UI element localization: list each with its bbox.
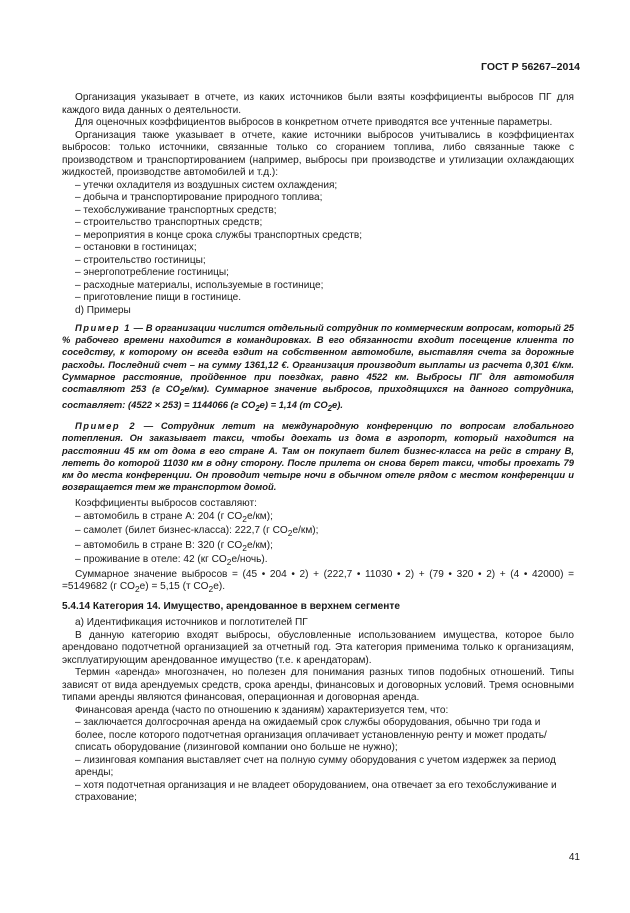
list-item: – заключается долгосрочная аренда на ожидаемый срок службы оборудования, обычно три года и более, после которого подотчетная организация оплачивает установленную ренту и может продать/списать оборудование (лизинговой компании оно больше не нужно); xyxy=(75,717,547,754)
example-2: Пример 2 — Сотрудник летит на международную конференцию по вопросам глобального потепления. Он заказывает такси, чтобы доехать из дома в аэропорт, который находится на расстоянии 45 км от дома в его стране А. Там он покупает билет бизнес-класса на рейс в страну В, лететь до которой 11030 км в одну сторону. После прилета он снова берет такси, чтобы проехать 79 км до места конференции. Он проводит четыре ночи в обычном отеле рядом с местом конференции и возвращается тем же транспортом домой. xyxy=(62,420,575,493)
list-item: – расходные материалы, используемые в гостинице; xyxy=(75,279,324,291)
list-item: – техобслуживание транспортных средств; xyxy=(75,204,277,216)
list-item: – самолет (билет бизнес-класса): 222,7 (г $CO_2е/км$); xyxy=(75,525,319,539)
paragraph: Организация указывает в отчете, из каких источников были взяты коэффициенты выбросов ПГ для каждого вида данных о деятельности. xyxy=(62,92,574,116)
paragraph: Для оценочных коэффициентов выбросов в конкретном отчете приводятся все учтенные параметры. xyxy=(75,117,553,128)
example-1: Пример 1 — В организации числится отдельный сотрудник по коммерческим вопросам, который 25 % рабочего времени находится в командировках. В его обязанности входит посещение клиента по соседству, к которому он всегда ездит на собственном автомобиле, выставляя счета за дорожные расходы. Последний счет – на сумму 1361,12 €. Организация производит выплаты из расчета 0,301 €/км. Суммарное расстояние, пройденное при поездках, равно 4522 км. Выбросы ПГ для автомобиля составляют 253 (г $CO_2е/км$). Суммарное значение выбросов, приходящихся на данного сотрудника, составляет: (4522 × 253) = 1144066 (г $CO_2е) = 1,14$ (т $CO_2е$). xyxy=(62,322,574,413)
coef-list xyxy=(62,511,574,569)
list-item: – добыча и транспортирование природного топлива; xyxy=(75,192,323,203)
example-label: Пример 2 xyxy=(75,420,137,432)
example-label: Пример 1 xyxy=(75,322,131,333)
list-item: – утечки охладителя из воздушных систем охлаждения; xyxy=(75,179,338,191)
list-item: – проживание в отеле: 42 (кг $CO_2е/ночь$). xyxy=(75,554,268,568)
list-item: – остановки в гостиницах; xyxy=(75,242,197,253)
list-item: – лизинговая компания выставляет счет на полную сумму оборудования с учетом издержек за период аренды; xyxy=(75,754,556,779)
list-item: – строительство транспортных средств; xyxy=(75,217,263,228)
lease-list xyxy=(62,717,574,805)
list-item: – приготовление пищи в гостинице. xyxy=(75,292,242,303)
paragraph: Организация также указывает в отчете, какие источники выбросов учитывались в коэффициентах выбросов: только источники, связанные только со сгоранием топлива, либо связанные также с производством и транспортированием (например, выбросы при производстве и утилизации охлаждающих жидкостей, производстве автомобилей и т.д.): xyxy=(62,129,574,178)
list-item: – автомобиль в стране В: 320 (г $CO_2е/км$); xyxy=(75,539,273,553)
paragraph: В данную категорию входят выбросы, обусловленные использованием имущества, которое было арендовано подотчетной организацией за отчетный год. Эта категория применима только к организациям, эксплуатирующим арендованное имущество (т.е. к арендаторам). xyxy=(62,629,574,666)
list-item: – хотя подотчетная организация и не владеет оборудованием, она отвечает за его техобслуживание и страхование; xyxy=(75,779,557,804)
list-item: – энергопотребление гостиницы; xyxy=(75,267,229,278)
sum-formula: Суммарное значение выбросов = (45 • 204 • 2) + (222,7 • 11030 • 2) + (79 • 320 • 2) + (4 • 42000) = =5149682 (г $CO_2е) = 5,15$ (т $CO_2е$). xyxy=(62,568,574,595)
document-header: ГОСТ Р 56267–2014 xyxy=(481,61,580,73)
paragraph: Термин «аренда» многозначен, но полезен для понимания разных типов подобных отношений. Типы зависят от вида арендуемых средств, срока аренды, финансовых и договорных условий. Тремя основными типами аренды являются финансовая, операционная и договорная аренда. xyxy=(62,667,574,704)
source-list xyxy=(62,180,574,305)
section-title: 5.4.14 Категория 14. Имущество, арендованное в верхнем сегменте xyxy=(62,600,400,612)
examples-heading: d) Примеры xyxy=(75,304,131,316)
page-content xyxy=(62,92,574,805)
subsection-heading: а) Идентификация источников и поглотителей ПГ xyxy=(75,617,308,629)
paragraph: Финансовая аренда (часто по отношению к зданиям) характеризуется тем, что: xyxy=(75,704,449,716)
page-number: 41 xyxy=(568,852,580,863)
list-item: – мероприятия в конце срока службы транспортных средств; xyxy=(75,229,363,241)
list-item: – строительство гостиницы; xyxy=(75,254,206,266)
list-item: – автомобиль в стране А: 204 (г $CO_2е/км$); xyxy=(75,510,273,524)
coef-heading: Коэффициенты выбросов составляют: xyxy=(75,498,257,510)
